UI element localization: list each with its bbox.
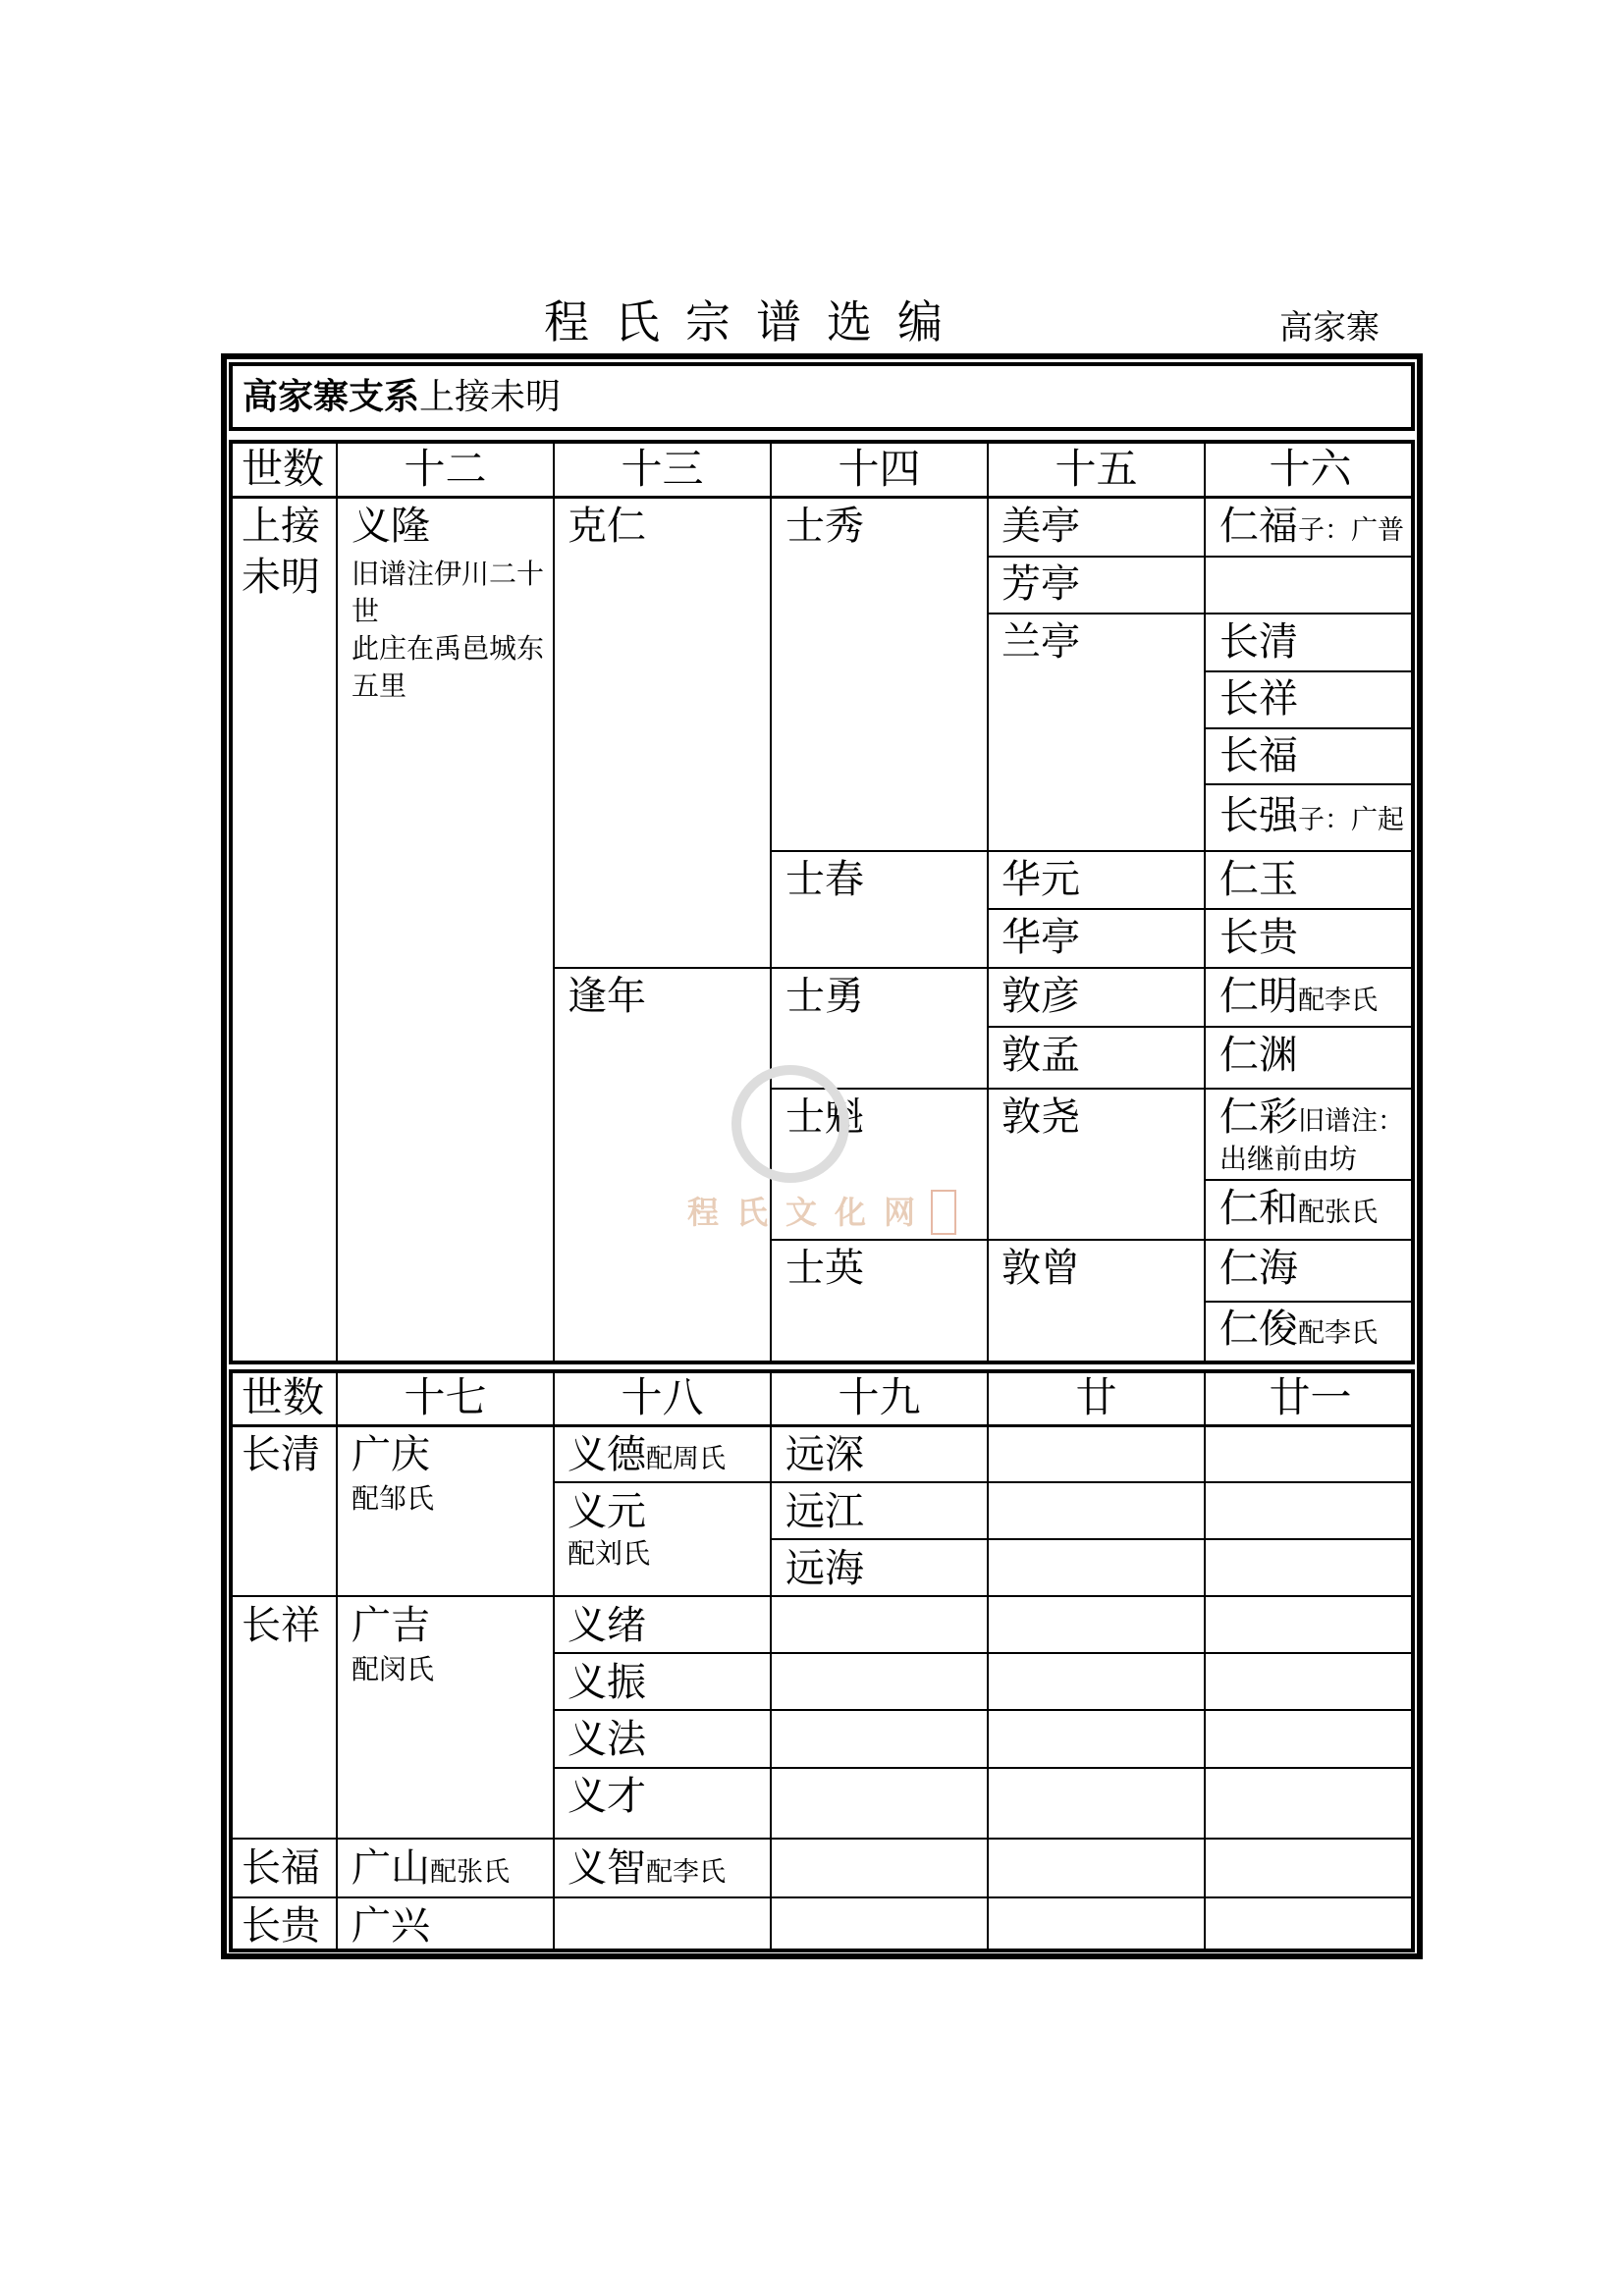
root-line-2: 未明 — [242, 555, 320, 600]
g17-name: 广兴 — [352, 1903, 430, 1949]
watermark-seal — [731, 1065, 849, 1183]
g17-name: 广吉 — [352, 1603, 430, 1648]
lower-head-21: 廿一 — [1269, 1373, 1352, 1421]
watermark-stamp — [931, 1190, 956, 1235]
g16-note: 配张氏 — [1298, 1198, 1378, 1228]
g16-entry — [1219, 1095, 1404, 1144]
g18-name: 义振 — [568, 1660, 646, 1705]
g16-name: 仁福 — [1219, 504, 1298, 549]
lower-head-17: 十七 — [404, 1373, 487, 1421]
g16-note: 子：广起 — [1298, 805, 1404, 835]
g15-name: 芳亭 — [1001, 561, 1080, 607]
g15-name: 敦孟 — [1001, 1033, 1080, 1078]
g16-name: 仁和 — [1219, 1186, 1298, 1231]
lower-head-20: 廿 — [1075, 1373, 1117, 1421]
g16-name: 长福 — [1219, 733, 1298, 778]
g16-name: 长祥 — [1219, 676, 1298, 721]
g16-name: 长贵 — [1219, 915, 1298, 960]
g18-name: 义法 — [568, 1717, 646, 1762]
g16-name: 仁俊 — [1219, 1307, 1298, 1352]
g15-name: 敦尧 — [1001, 1095, 1080, 1140]
g17-spouse: 配邹氏 — [352, 1482, 435, 1515]
g16-name: 仁明 — [1219, 974, 1298, 1019]
page-title: 程氏宗谱选编 — [544, 295, 968, 348]
g14-name: 士勇 — [785, 974, 864, 1019]
g16-entry — [1219, 505, 1404, 553]
lower-head-generation: 世数 — [242, 1373, 325, 1421]
lower-head-19: 十九 — [838, 1373, 921, 1421]
watermark-text: 程氏文化网 — [687, 1194, 934, 1231]
lower-root: 长清 — [242, 1432, 320, 1477]
g15-name: 敦彦 — [1001, 974, 1080, 1019]
g12-note-2: 此庄在禹邑城东五里 — [352, 632, 545, 702]
g18-name: 义元 — [568, 1489, 646, 1534]
g16-entry — [1219, 858, 1298, 901]
upper-head-12: 十二 — [404, 445, 487, 493]
g16-note: 旧谱注： — [1298, 1106, 1404, 1137]
g16-entry — [1219, 677, 1298, 721]
g18-spouse: 配周氏 — [646, 1444, 726, 1474]
g18-spouse: 配李氏 — [646, 1857, 726, 1888]
branch-origin: 上接未明 — [419, 377, 562, 417]
g18-name: 义智 — [568, 1845, 646, 1891]
g16-name: 仁玉 — [1219, 857, 1298, 902]
g15-name: 华元 — [1001, 857, 1080, 902]
g19-name: 远海 — [785, 1546, 864, 1591]
g16-entry — [1219, 734, 1298, 777]
g17-spouse: 配张氏 — [430, 1857, 510, 1888]
lower-head-18: 十八 — [621, 1373, 704, 1421]
g16-entry — [1219, 620, 1298, 664]
lower-root: 长贵 — [242, 1903, 320, 1949]
g17-spouse: 配闵氏 — [352, 1653, 435, 1685]
root-line-1: 上接 — [242, 504, 320, 549]
g17-name: 广庆 — [352, 1432, 430, 1477]
g18-entry — [568, 1433, 726, 1481]
g19-name: 远深 — [785, 1432, 864, 1477]
upper-head-16: 十六 — [1269, 445, 1352, 493]
g16-entry — [1219, 1187, 1378, 1235]
g13-name: 逢年 — [568, 974, 646, 1019]
lower-root: 长福 — [242, 1845, 320, 1891]
g16-name: 仁海 — [1219, 1246, 1298, 1291]
g13-name: 克仁 — [568, 504, 646, 549]
g16-entry — [1219, 1308, 1378, 1356]
g16-entry — [1219, 794, 1404, 842]
g16-note-line2: 出继前由坊 — [1219, 1143, 1358, 1175]
g18-name: 义德 — [568, 1432, 646, 1477]
g16-note: 配李氏 — [1298, 1318, 1378, 1349]
g14-name: 士魁 — [785, 1095, 864, 1140]
upper-head-15: 十五 — [1055, 445, 1138, 493]
g14-name: 士英 — [785, 1246, 864, 1291]
lower-root: 长祥 — [242, 1603, 320, 1648]
g19-name: 远江 — [785, 1489, 864, 1534]
upper-head-13: 十三 — [621, 445, 704, 493]
g18-name: 义绪 — [568, 1603, 646, 1648]
g14-name: 士春 — [785, 857, 864, 902]
g16-name: 仁渊 — [1219, 1033, 1298, 1078]
branch-name: 高家寨支系 — [243, 376, 420, 417]
upper-head-14: 十四 — [838, 445, 921, 493]
g16-name: 长强 — [1219, 793, 1298, 838]
g16-entry — [1219, 1034, 1298, 1077]
g16-name: 长清 — [1219, 619, 1298, 665]
g18-name: 义才 — [568, 1774, 646, 1819]
g15-name: 兰亭 — [1001, 619, 1080, 665]
g16-entry — [1219, 916, 1298, 959]
g15-name: 华亭 — [1001, 915, 1080, 960]
g12-note-1: 旧谱注伊川二十世 — [352, 558, 545, 627]
g15-name: 美亭 — [1001, 504, 1080, 549]
branch-header — [229, 362, 1415, 431]
g16-entry — [1219, 1247, 1298, 1290]
g14-name: 士秀 — [785, 504, 864, 549]
upper-head-generation: 世数 — [242, 445, 325, 493]
g18-entry — [568, 1846, 726, 1895]
g16-note: 配李氏 — [1298, 986, 1378, 1016]
g16-name: 仁彩 — [1219, 1095, 1298, 1140]
g18-spouse: 配刘氏 — [568, 1537, 651, 1570]
g12-name: 义隆 — [352, 504, 430, 549]
g16-note: 子：广普 — [1298, 515, 1404, 546]
g17-entry — [352, 1846, 510, 1895]
g16-entry — [1219, 975, 1378, 1023]
g17-name: 广山 — [352, 1845, 430, 1891]
branch-corner-label: 高家寨 — [1279, 308, 1380, 347]
g15-name: 敦曾 — [1001, 1246, 1080, 1291]
